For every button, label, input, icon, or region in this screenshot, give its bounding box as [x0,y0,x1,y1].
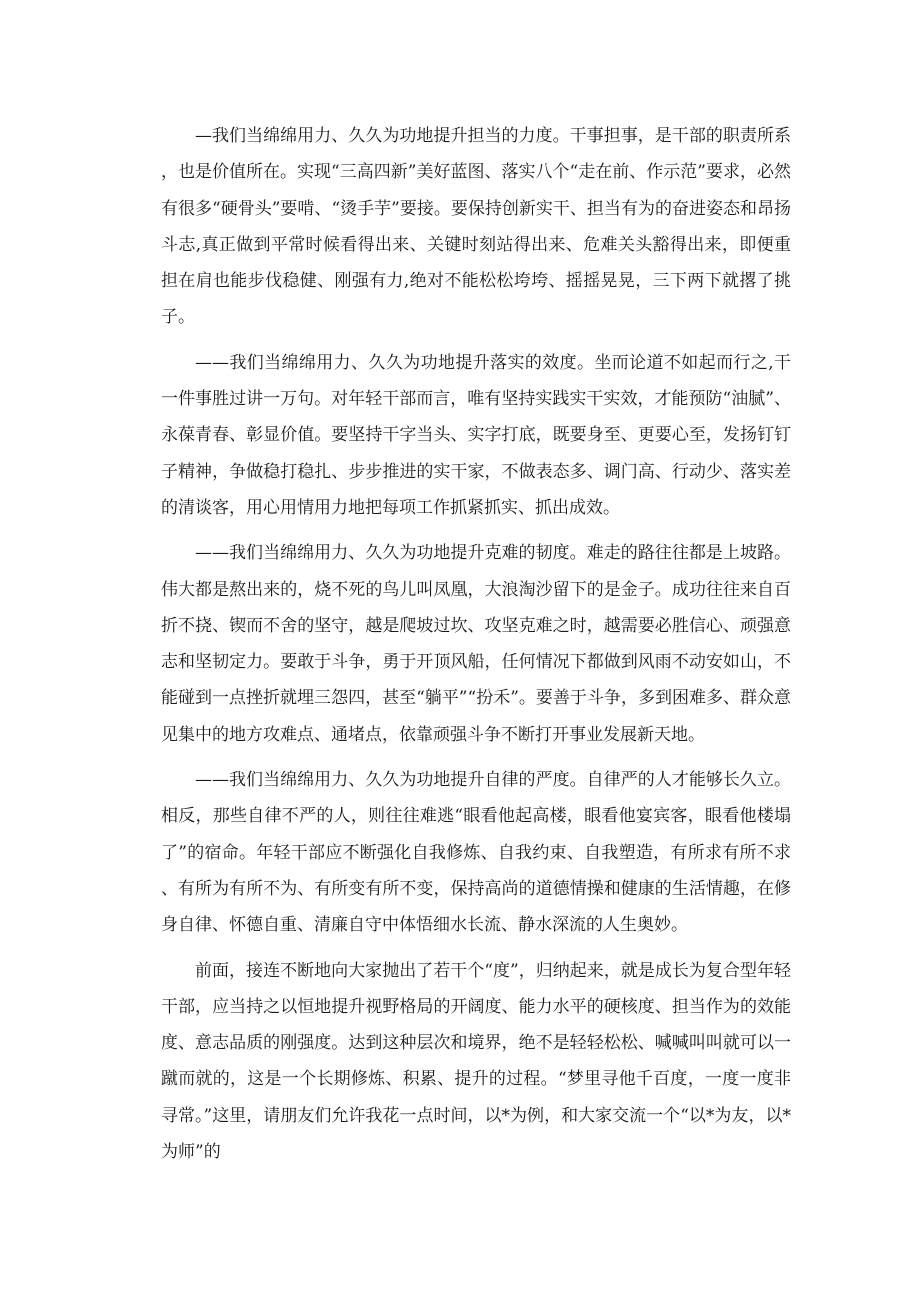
document-body [161,118,791,1179]
paragraph-resilience: ——我们当绵绵用力、久久为功地提升克难的韧度。难走的路往往都是上坡路。伟大都是熬出来的，烧不死的鸟儿叫凤凰，大浪淘沙留下的是金子。成功往往来自百折不挠、锲而不舍的坚守，越是爬坡过坎、攻坚克难之时，越需要必胜信心、顽强意志和坚韧定力。要敢于斗争，勇于开顶风船，任何情况下都做到风雨不动安如山，不能碰到一点挫折就埋三怨四，甚至“躺平”“扮禾”。要善于斗争，多到困难多、群众意见集中的地方攻难点、通堵点，依靠顽强斗争不断打开事业发展新天地。 [161,543,791,745]
paragraph-implementation: ——我们当绵绵用力、久久为功地提升落实的效度。坐而论道不如起而行之,干一件事胜过讲一万句。对年轻干部而言，唯有坚持实践实干实效，才能预防“油腻”、永葆青春、彰显价值。要坚持干字当头、实字打底，既要身至、更要心至，发扬钉钉子精神，争做稳打稳扎、步步推进的实干家，不做表态多、调门高、行动少、落实差的清谈客，用心用情用力地把每项工作抓紧抓实、抓出成效。 [161,352,791,518]
paragraph-summary: 前面，接连不断地向大家抛出了若干个“度”，归纳起来，就是成长为复合型年轻干部，应当持之以恒地提升视野格局的开阔度、能力水平的硬核度、担当作为的效能度、意志品质的刚强度。达到这种层次和境界，绝不是轻轻松松、喊喊叫叫就可以一蹴而就的，这是一个长期修炼、积累、提升的过程。“梦里寻他千百度，一度一度非寻常。”这里，请朋友们允许我花一点时间，以*为例，和大家交流一个“以*为友，以*为师”的 [161,960,791,1163]
paragraph-self-discipline: ——我们当绵绵用力、久久为功地提升自律的严度。自律严的人才能够长久立。相反，那些自律不严的人，则往往难逃“眼看他起高楼，眼看他宴宾客，眼看他楼塌了”的宿命。年轻干部应不断强化自我修炼、自我约束、自我塑造，有所求有所不求、有所为有所不为、有所变有所不变，保持高尚的道德情操和健康的生活情趣，在修身自律、怀德自重、清廉自守中体悟细水长流、静水深流的人生奥妙。 [161,770,791,936]
paragraph-responsibility: —我们当绵绵用力、久久为功地提升担当的力度。干事担事，是干部的职责所系，也是价值所在。实现“三高四新”美好蓝图、落实八个“走在前、作示范”要求，必然有很多“硬骨头”要啃、“烫手芋”要接。要保持创新实干、担当有为的奋进姿态和昂扬斗志,真正做到平常时候看得出来、关键时刻站得出来、危难关头豁得出来，即便重担在肩也能步伐稳健、刚强有力,绝对不能松松垮垮、摇摇晃晃，三下两下就撂了挑子。 [161,126,791,328]
